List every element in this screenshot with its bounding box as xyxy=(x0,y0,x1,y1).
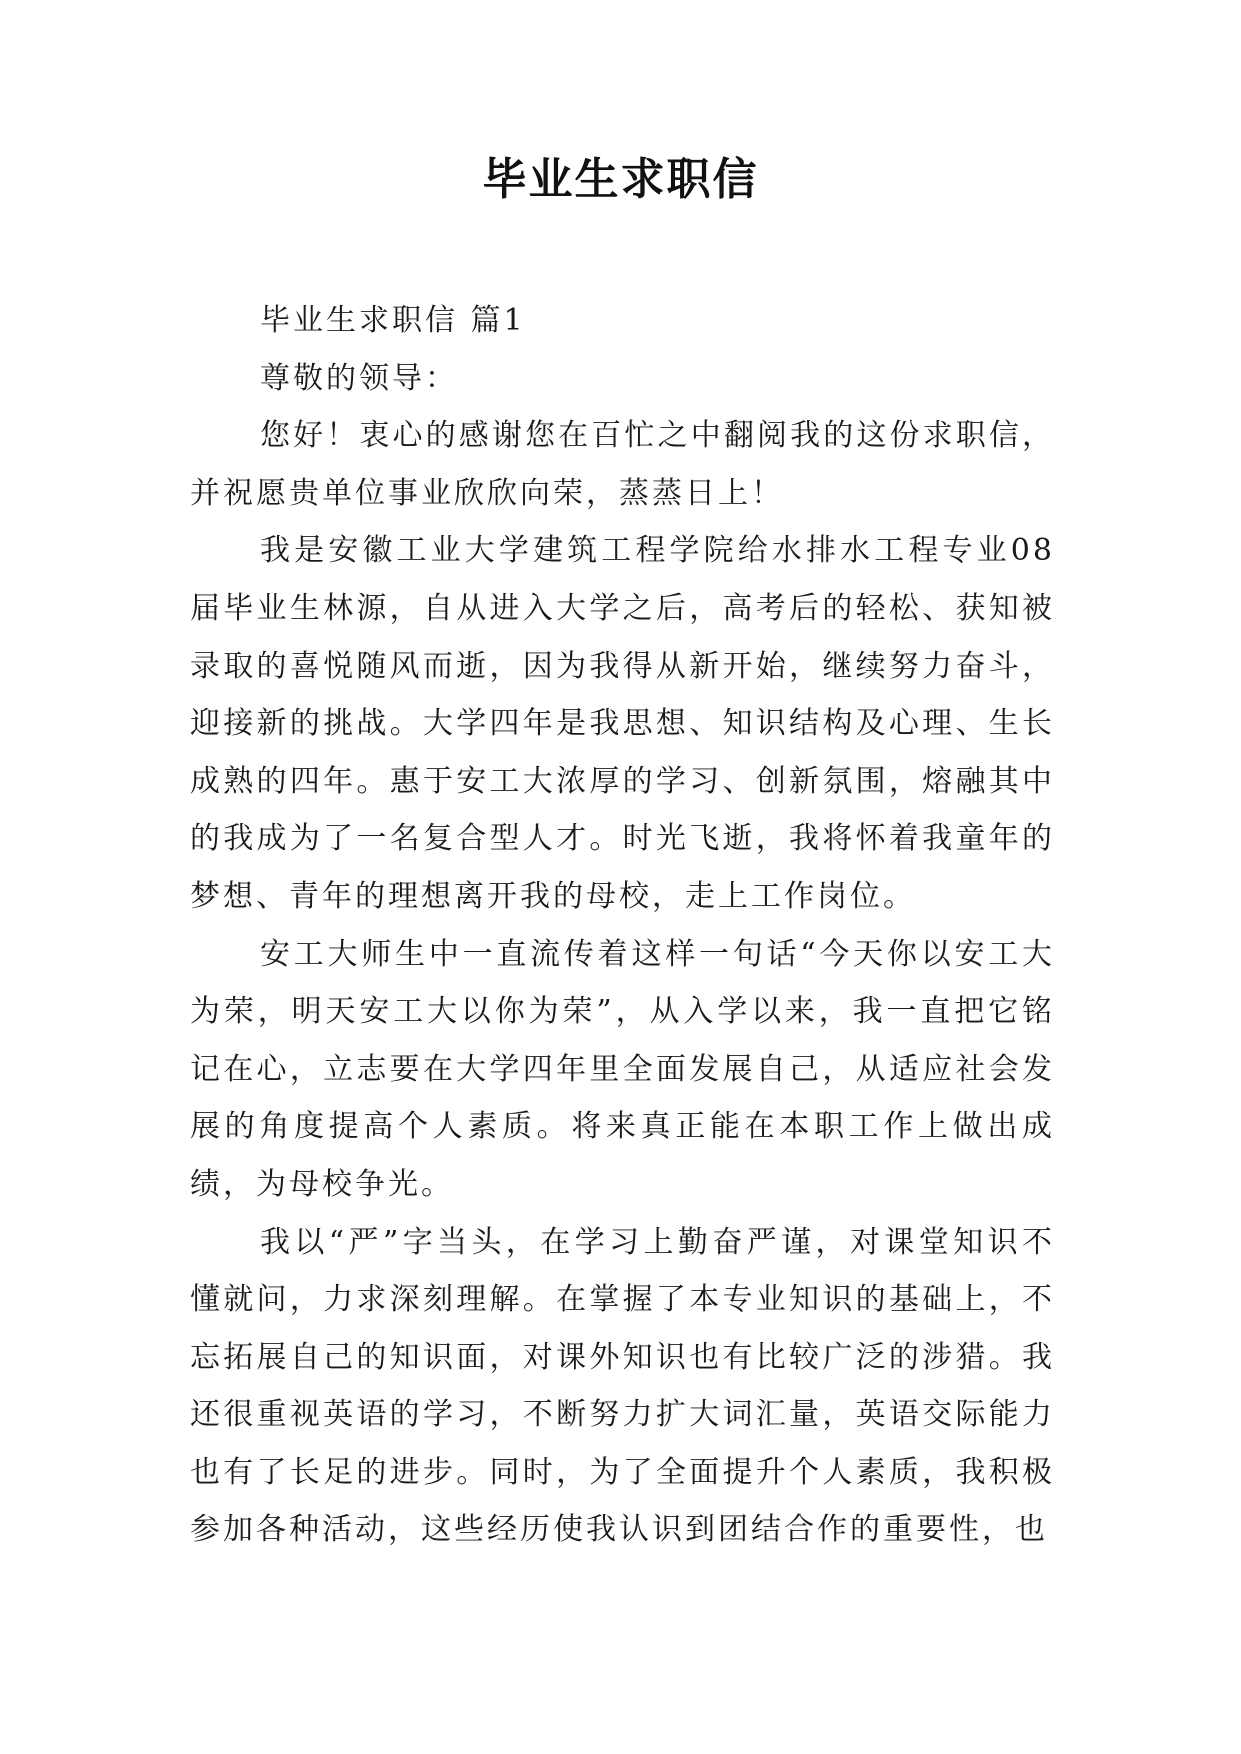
body-paragraph: 安工大师生中一直流传着这样一句话“今天你以安工大为荣，明天安工大以你为荣”，从入学以来，我一直把它铭记在心，立志要在大学四年里全面发展自己，从适应社会发展的角度提高个人素质。将来真正能在本职工作上做出成绩，为母校争光。 xyxy=(190,936,1055,1202)
body-paragraph: 您好！衷心的感谢您在百忙之中翻阅我的这份求职信，并祝愿贵单位事业欣欣向荣，蒸蒸日上！ xyxy=(190,418,1055,511)
document-title: 毕业生求职信 xyxy=(482,154,759,205)
body-paragraph: 我以“严”字当头，在学习上勤奋严谨，对课堂知识不懂就问，力求深刻理解。在掌握了本专业知识的基础上，不忘拓展自己的知识面，对课外知识也有比较广泛的涉猎。我还很重视英语的学习，不断努力扩大词汇量，英语交际能力也有了长足的进步。同时，为了全面提升个人素质，我积极参加各种活动，这些经历使我认识到团结合作的重要性，也 xyxy=(190,1224,1055,1548)
document-body xyxy=(190,292,1055,1559)
body-paragraph: 我是安徽工业大学建筑工程学院给水排水工程专业08届毕业生林源，自从进入大学之后，高考后的轻松、获知被录取的喜悦随风而逝，因为我得从新开始，继续努力奋斗，迎接新的挑战。大学四年是我思想、知识结构及心理、生长成熟的四年。惠于安工大浓厚的学习、创新氛围，熔融其中的我成为了一名复合型人才。时光飞逝，我将怀着我童年的梦想、青年的理想离开我的母校，走上工作岗位。 xyxy=(190,533,1055,914)
section-heading: 毕业生求职信 篇1 xyxy=(260,303,526,338)
salutation: 尊敬的领导： xyxy=(260,360,458,396)
